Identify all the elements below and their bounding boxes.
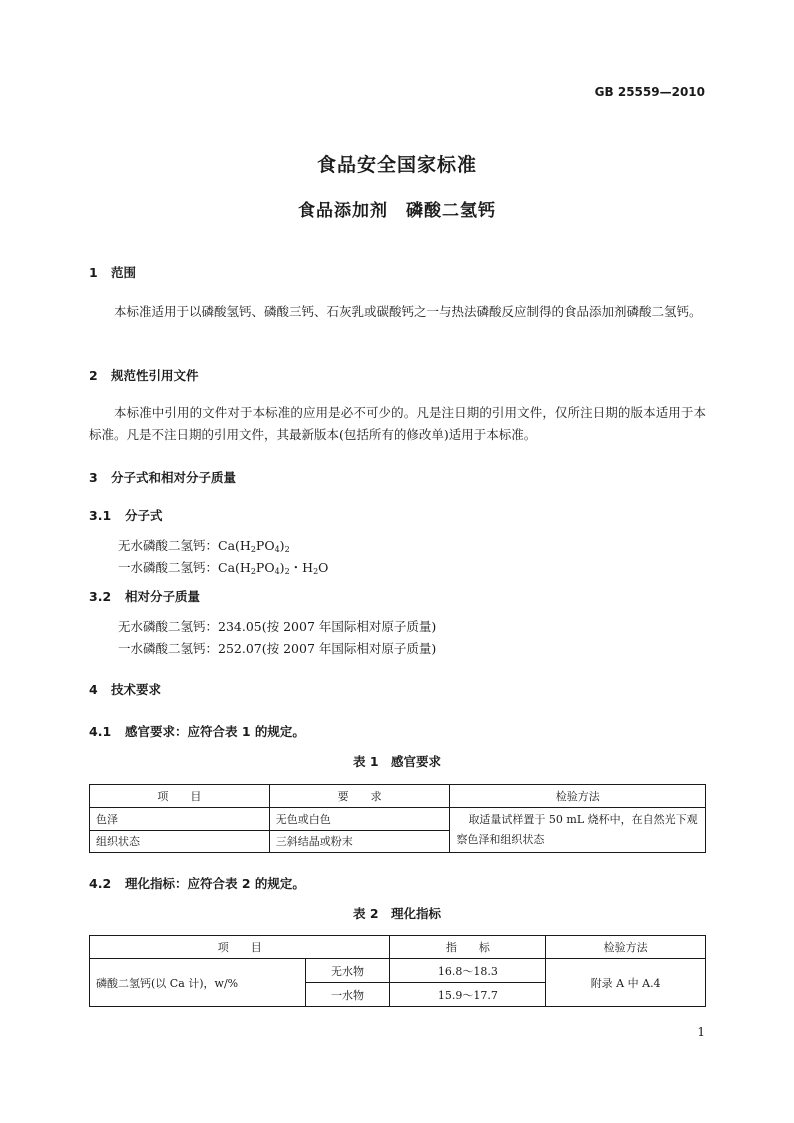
section-2-paragraph: 本标准中引用的文件对于本标准的应用是必不可少的。凡是注日期的引用文件，仅所注日期的版本适用于本标准。凡是不注日期的引用文件，其最新版本(包括所有的修改单)适用于本标准。 xyxy=(89,405,706,442)
physicochemical-indicators-table xyxy=(89,935,706,1007)
section-3-2-heading xyxy=(89,587,200,605)
section-1-heading xyxy=(89,263,136,281)
section-3-heading xyxy=(89,468,236,486)
section-title: 理化指标：应符合表 2 的规定。 xyxy=(125,876,305,891)
document-title: 食品安全国家标准 xyxy=(316,154,477,176)
section-number: 3 xyxy=(89,470,98,485)
requirement-cell: 三斜结晶或粉末 xyxy=(269,830,450,853)
section-title: 范围 xyxy=(111,265,137,280)
section-number: 1 xyxy=(89,265,98,280)
table-row xyxy=(90,959,706,983)
molecular-mass-anhydrous: 无水磷酸二氢钙：234.05(按 2007 年国际相对原子质量) xyxy=(118,619,437,634)
molecular-mass-monohydrate: 一水磷酸二氢钙：252.07(按 2007 年国际相对原子质量) xyxy=(118,641,437,656)
type-cell: 一水物 xyxy=(305,983,390,1007)
section-4-heading xyxy=(89,680,161,698)
value-cell: 15.9～17.7 xyxy=(390,983,546,1007)
section-1-paragraph: 本标准适用于以磷酸氢钙、磷酸三钙、石灰乳或碳酸钙之一与热法磷酸反应制得的食品添加剂磷酸二氢钙。 xyxy=(114,304,702,319)
standard-code: GB 25559—2010 xyxy=(594,85,705,99)
formula-monohydrate: 一水磷酸二氢钙：$Ca(H_2PO_4)_2$・$H_2O$ xyxy=(118,560,329,576)
method-cell: 取适量试样置于 50 mL 烧杯中，在自然光下观察色泽和组织状态 xyxy=(450,808,706,853)
item-cell: 组织状态 xyxy=(90,830,270,853)
column-header: 要 求 xyxy=(269,785,450,808)
section-2-heading xyxy=(89,366,199,384)
formula-label: 一水磷酸二氢钙： xyxy=(118,560,219,575)
sensory-requirements-table xyxy=(89,784,706,853)
table-header-row xyxy=(90,936,706,959)
table-row xyxy=(90,808,706,831)
column-header: 指 标 xyxy=(390,936,546,959)
section-4-2-heading xyxy=(89,874,305,892)
type-cell: 无水物 xyxy=(305,959,390,983)
page-number: 1 xyxy=(697,1025,705,1039)
item-cell: 色泽 xyxy=(90,808,270,831)
section-number: 3.2 xyxy=(89,589,112,604)
section-title: 规范性引用文件 xyxy=(111,368,199,383)
formula-label: 无水磷酸二氢钙： xyxy=(118,538,219,553)
section-number: 4.1 xyxy=(89,724,112,739)
section-number: 4 xyxy=(89,682,98,697)
section-number: 3.1 xyxy=(89,508,112,523)
item-cell: 磷酸二氢钙(以 Ca 计)，w/% xyxy=(90,959,306,1007)
section-title: 分子式 xyxy=(125,508,163,523)
section-title: 感官要求：应符合表 1 的规定。 xyxy=(125,724,305,739)
column-header: 项 目 xyxy=(90,936,390,959)
section-title: 相对分子质量 xyxy=(125,589,201,604)
table-1-caption: 表 1 感官要求 xyxy=(352,754,442,769)
requirement-cell: 无色或白色 xyxy=(269,808,450,831)
section-4-1-heading xyxy=(89,722,305,740)
section-3-1-heading xyxy=(89,506,163,524)
table-header-row xyxy=(90,785,706,808)
section-number: 2 xyxy=(89,368,98,383)
column-header: 检验方法 xyxy=(450,785,706,808)
section-title: 技术要求 xyxy=(111,682,162,697)
section-title: 分子式和相对分子质量 xyxy=(111,470,237,485)
document-subtitle: 食品添加剂 磷酸二氢钙 xyxy=(298,201,496,221)
column-header: 检验方法 xyxy=(546,936,706,959)
section-number: 4.2 xyxy=(89,876,112,891)
method-cell: 附录 A 中 A.4 xyxy=(546,959,706,1007)
table-2-caption: 表 2 理化指标 xyxy=(352,906,442,921)
value-cell: 16.8～18.3 xyxy=(390,959,546,983)
formula-anhydrous: 无水磷酸二氢钙：$Ca(H_2PO_4)_2$ xyxy=(118,538,290,554)
column-header: 项 目 xyxy=(90,785,270,808)
